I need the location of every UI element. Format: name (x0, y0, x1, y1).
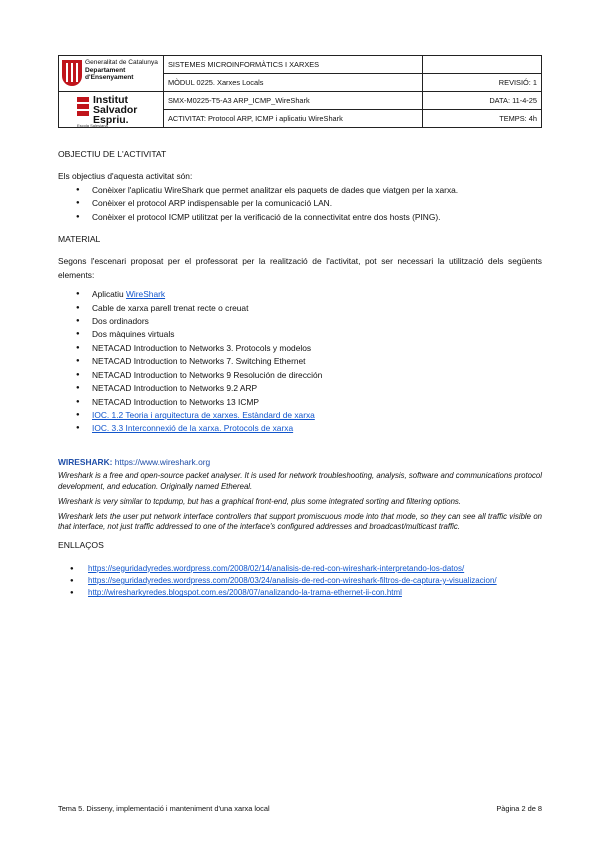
list-item (88, 587, 542, 599)
institut-mark-icon (77, 97, 89, 117)
list-item: ● NETACAD Introduction to Networks 13 ICMP (92, 396, 542, 409)
activity-code: SMX-M0225-T5-A3 ARP_ICMP_WireShark (164, 92, 423, 110)
links-title: ENLLAÇOS (58, 540, 104, 551)
links-list (58, 563, 542, 600)
material-intro: Segons l'escenari proposat per el professorat per la realització de l'activitat, pot ser necessari la utilització dels següents elements: (58, 256, 542, 280)
objective-title: OBJECTIU DE L'ACTIVITAT (58, 149, 167, 159)
generalitat-logo-cell (59, 56, 164, 92)
institut-logo-cell: Institut Salvador Espriu. Escola Salesiana (59, 92, 164, 128)
objective-list (58, 184, 542, 224)
material-title: MATERIAL (58, 234, 101, 245)
list-item: ● Conèixer el protocol ARP indispensable per la comunicació LAN. (92, 197, 542, 210)
wireshark-description-3: Wireshark lets the user put network interface controllers that support promiscuous mode into that mode, so they can see all traffic visible on that interface, not just traffic addressed to one of the interface's configured addresses and broadcast/multicast traffic. (58, 511, 542, 532)
empty-cell (423, 56, 542, 74)
generalitat-crest-icon (62, 60, 82, 86)
activity-title: ACTIVITAT: Protocol ARP, ICMP i aplicatiu WireShark (164, 110, 423, 128)
document-body (58, 148, 542, 600)
list-item: ● NETACAD Introduction to Networks 9.2 ARP (92, 382, 542, 395)
list-item: ● Dos màquines virtuals (92, 328, 542, 341)
list-item: ● NETACAD Introduction to Networks 3. Protocols y modelos (92, 342, 542, 355)
ioc-link-1[interactable]: IOC. 1.2 Teoria i arquitectura de xarxes. Estàndard de xarxa (92, 409, 315, 420)
external-link[interactable]: https://seguridadyredes.wordpress.com/2008/03/24/analisis-de-red-con-wireshark-filtros-de-captura-y-visualizacion/ (88, 575, 497, 585)
ioc-link-2[interactable]: IOC. 3.3 Interconnexió de la xarxa. Protocols de xarxa (92, 423, 294, 434)
revision: REVISIÓ: 1 (423, 74, 542, 92)
list-item (88, 575, 542, 587)
list-item: ● Conèixer l'aplicatiu WireShark que permet analitzar els paquets de dades que viatgen per la xarxa. (92, 184, 542, 197)
external-link[interactable]: https://seguridadyredes.wordpress.com/2008/02/14/analisis-de-red-con-wireshark-interpretando-los-datos/ (88, 563, 465, 573)
material-list (58, 288, 542, 435)
list-item: ● NETACAD Introduction to Networks 9 Resolución de dirección (92, 369, 542, 382)
list-item (92, 409, 542, 422)
course-name: SISTEMES MICROINFORMÀTICS I XARXES (164, 56, 423, 74)
wireshark-heading: WIRESHARK: https://www.wireshark.org (58, 456, 211, 467)
list-item: ● Aplicatiu WireShark (92, 288, 542, 301)
list-item (88, 563, 542, 575)
list-item: ● NETACAD Introduction to Networks 7. Switching Ethernet (92, 355, 542, 368)
time: TEMPS: 4h (423, 110, 542, 128)
generalitat-logo-text: Generalitat de Catalunya Departament d'Ensenyament (85, 59, 158, 82)
module-name: MÒDUL 0225. Xarxes Locals (164, 74, 423, 92)
list-item (92, 422, 542, 435)
list-item: ● Cable de xarxa parell trenat recte o creuat (92, 302, 542, 315)
wireshark-url[interactable]: https://www.wireshark.org (114, 456, 211, 467)
footer-topic: Tema 5. Disseny, implementació i manteniment d'una xarxa local (58, 804, 270, 813)
document-header-table (58, 55, 542, 128)
external-link[interactable]: http://wiresharkyredes.blogspot.com.es/2008/07/analizando-la-trama-ethernet-ii-con.html (88, 588, 402, 598)
list-item: ● Dos ordinadors (92, 315, 542, 328)
page-footer (58, 804, 542, 813)
institut-logo-text: Institut Salvador Espriu. (93, 94, 138, 126)
list-item: ● Conèixer el protocol ICMP utilitzat per la verificació de la connectivitat entre dos hosts (PING). (92, 211, 542, 224)
wireshark-link[interactable]: WireShark (125, 289, 166, 300)
wireshark-description-1: Wireshark is a free and open-source packet analyser. It is used for network troubleshooting, analysis, software and communications protocol development, and education. Originally named Ethereal. (58, 471, 542, 491)
page-number: Pàgina 2 de 8 (496, 804, 542, 813)
wireshark-description-2: Wireshark is very similar to tcpdump, but has a graphical front-end, plus some integrated sorting and filtering options. (58, 496, 461, 506)
date: DATA: 11-4-25 (423, 92, 542, 110)
objective-intro: Els objectius d'aquesta activitat són: (58, 171, 193, 182)
